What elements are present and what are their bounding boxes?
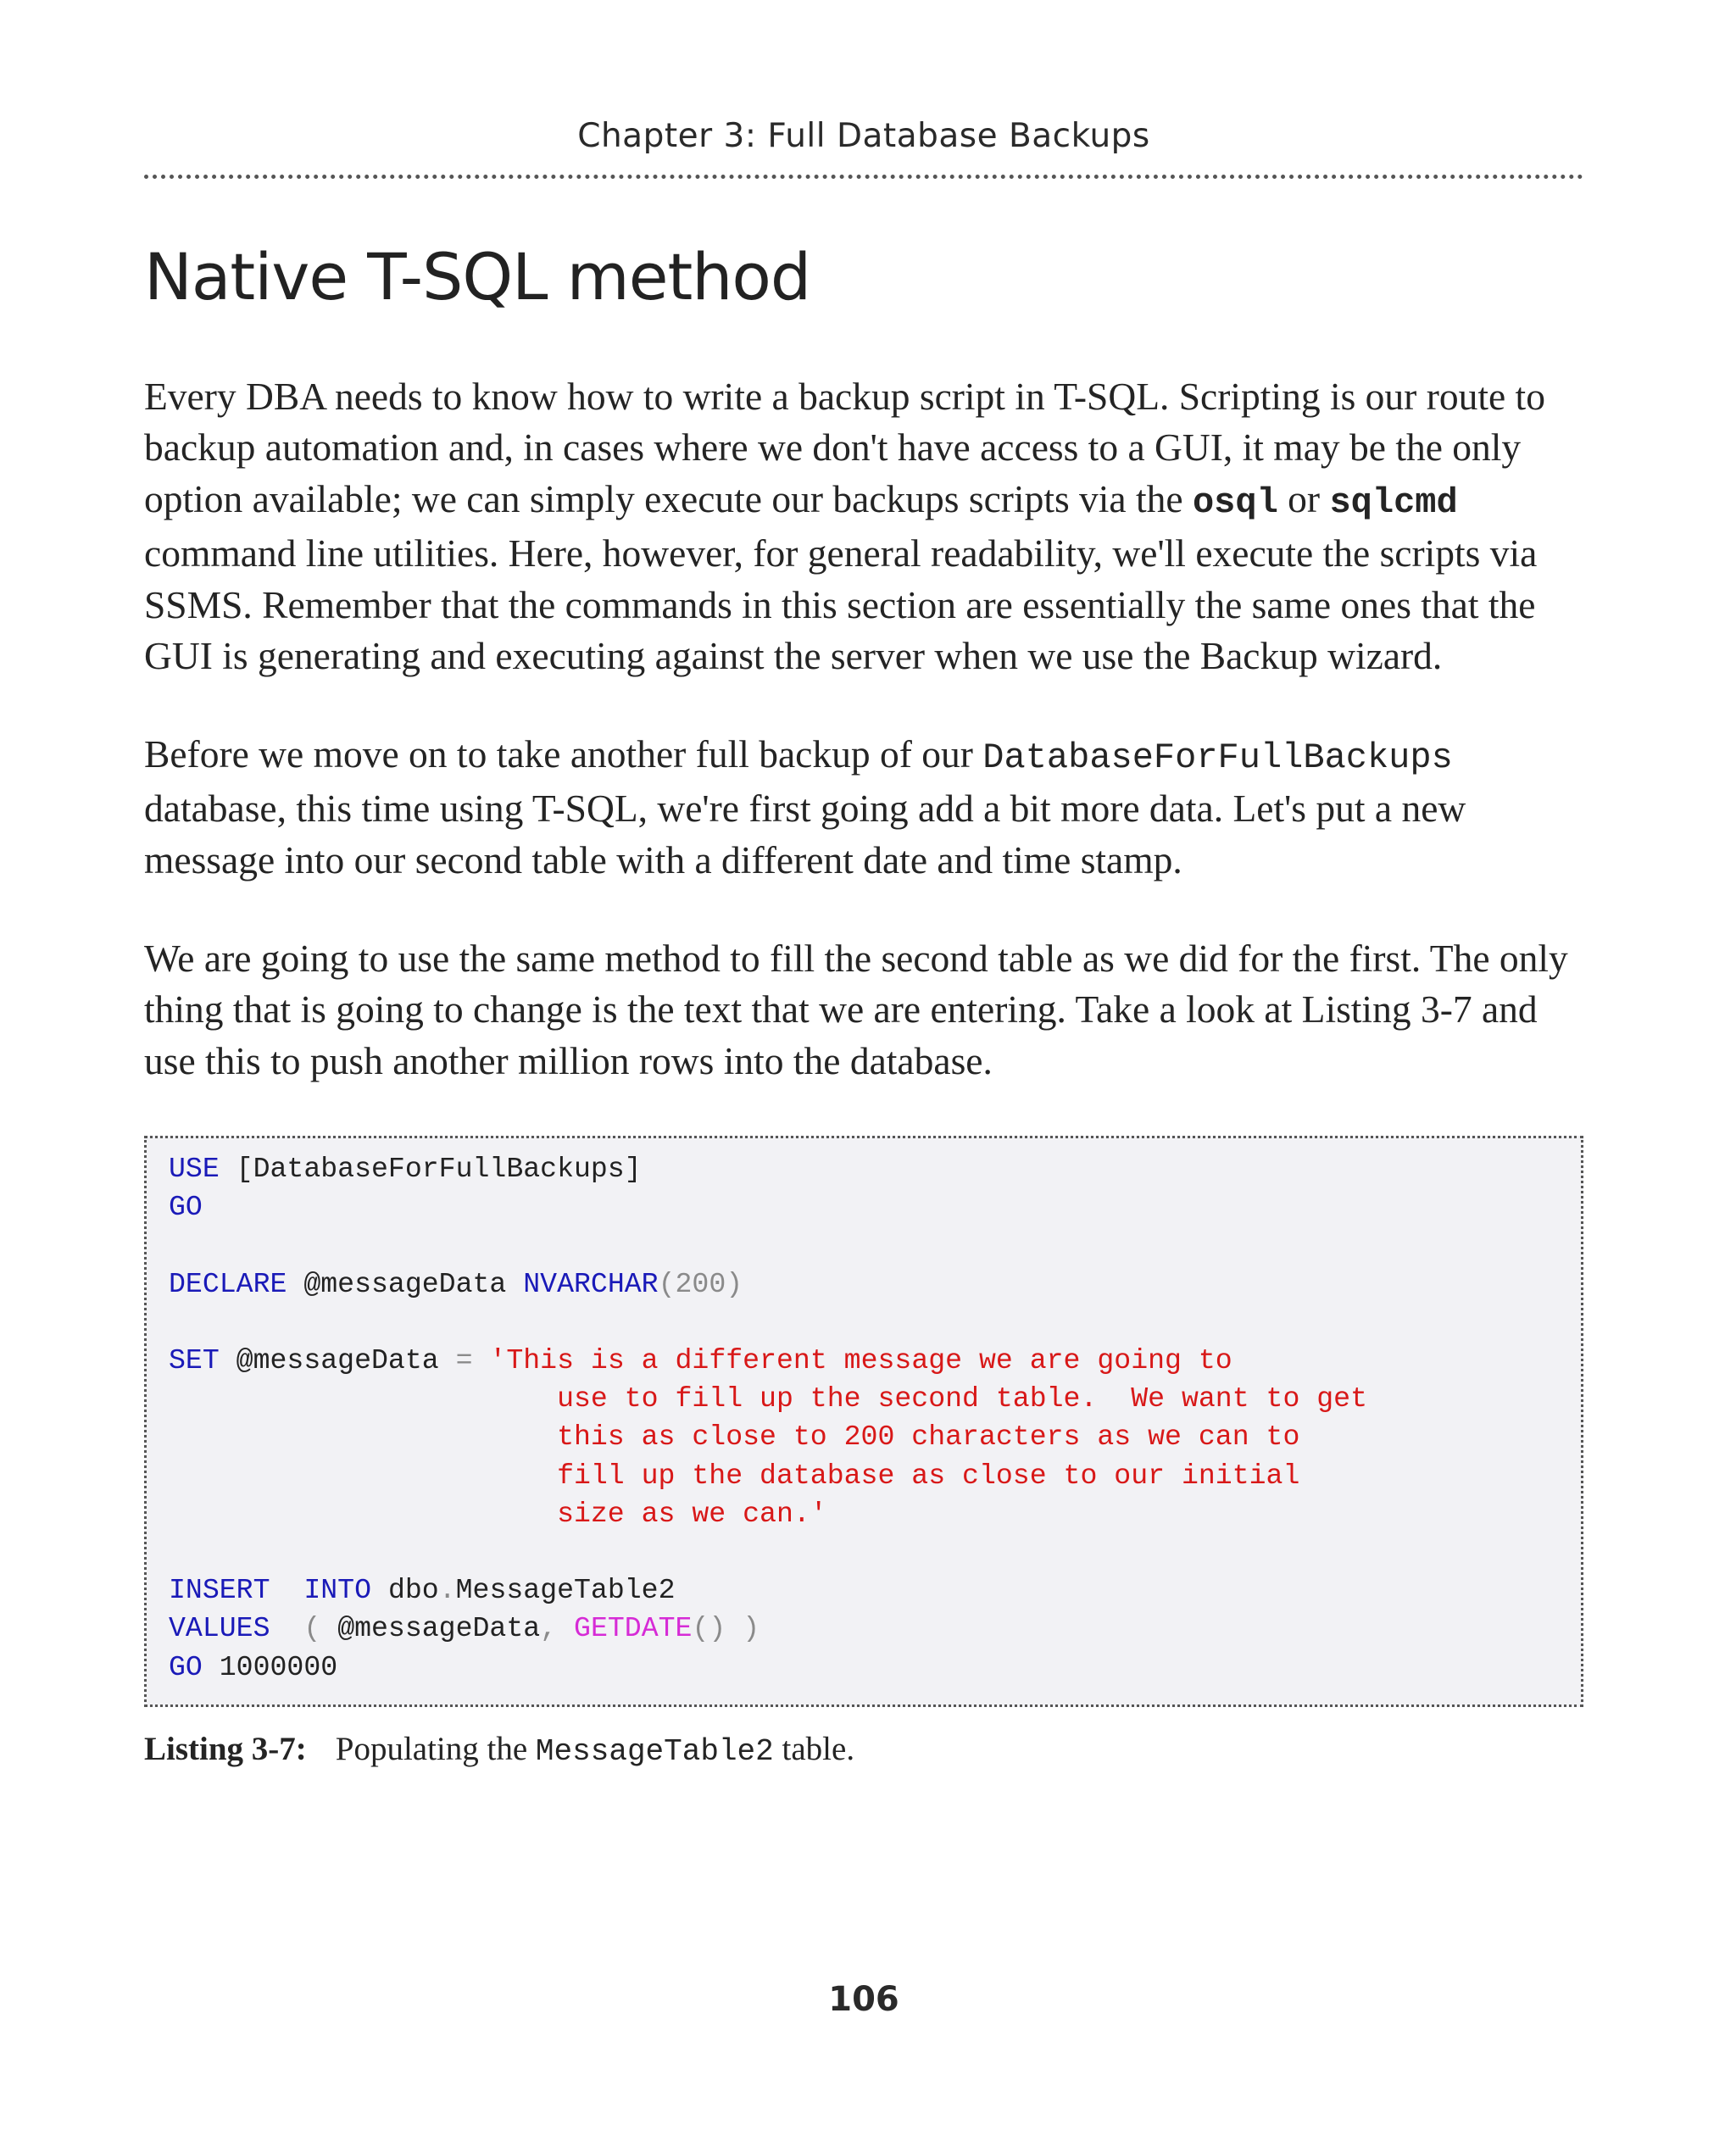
set-var: @messageData xyxy=(219,1344,456,1377)
code-database-name: DatabaseForFullBackups xyxy=(982,737,1453,778)
kw-values: VALUES xyxy=(169,1612,270,1645)
string-line-3: this as close to 200 characters as we can to xyxy=(557,1421,1300,1454)
paragraph-1 xyxy=(144,371,1583,681)
code-listing-box xyxy=(144,1136,1583,1707)
paragraph-3: We are going to use the same method to fill the second table as we did for the first. The only thing that is going to change is the text that we are entering. Take a look at Listing 3-7 and use this to push another million rows into the database. xyxy=(144,937,1568,1082)
table-name: MessageTable2 xyxy=(455,1574,676,1607)
kw-declare: DECLARE xyxy=(169,1267,287,1300)
header-dotted-rule xyxy=(144,175,1583,179)
values-open-paren: ( xyxy=(303,1612,338,1645)
kw-into: INTO xyxy=(303,1574,372,1607)
caption-text-a: Populating the xyxy=(335,1731,536,1767)
kw-nvarchar: NVARCHAR xyxy=(523,1267,659,1300)
caption-label: Listing 3-7: xyxy=(144,1731,307,1767)
values-close-paren: () ) xyxy=(692,1612,760,1645)
string-line-4: fill up the database as close to our initial xyxy=(557,1459,1300,1492)
declare-var: @messageData xyxy=(287,1267,524,1300)
nvarchar-args: (200) xyxy=(658,1267,743,1300)
kw-go-final: GO xyxy=(169,1650,203,1683)
kw-use: USE xyxy=(169,1153,220,1185)
paragraph-2-text-b: database, this time using T-SQL, we're first going add a bit more data. Let's put a new message into our second table with a different date and time stamp. xyxy=(144,787,1466,881)
kw-go: GO xyxy=(169,1191,203,1224)
code-sqlcmd: sqlcmd xyxy=(1329,481,1458,523)
paragraph-1-text-b: or xyxy=(1277,476,1330,520)
string-line-1: 'This is a different message we are going to xyxy=(489,1344,1232,1377)
code-listing xyxy=(169,1150,1367,1687)
go-count: 1000000 xyxy=(202,1650,338,1683)
values-comma: , xyxy=(540,1612,575,1645)
code-osql: osql xyxy=(1192,481,1278,523)
kw-set: SET xyxy=(169,1344,220,1377)
section-title: Native T-SQL method xyxy=(144,239,811,314)
fn-getdate: GETDATE xyxy=(574,1612,693,1645)
caption-code: MessageTable2 xyxy=(535,1734,774,1769)
caption-text-b: table. xyxy=(773,1731,855,1767)
kw-insert: INSERT xyxy=(169,1574,270,1607)
paragraph-1-text-a: Every DBA needs to know how to write a backup script in T-SQL. Scripting is our route to backup automation and, in cases where we don't have access to a GUI, it may be the only option available; we can simply execute our backups scripts via the xyxy=(144,375,1545,520)
running-head: Chapter 3: Full Database Backups xyxy=(577,117,1150,155)
string-line-2: use to fill up the second table. We want to get xyxy=(557,1382,1368,1415)
table-schema: dbo xyxy=(387,1574,439,1607)
paragraph-1-text-c: command line utilities. Here, however, for general readability, we'll execute the scripts via SSMS. Remember that the commands in this section are essentially the same ones that the GUI is generating and executing against the server when we use the Backup wizard. xyxy=(144,531,1538,678)
paragraph-2-text-a: Before we move on to take another full backup of our xyxy=(144,732,983,776)
document-page xyxy=(144,0,1583,2141)
values-var: @messageData xyxy=(337,1612,541,1645)
equals-sign: = xyxy=(455,1344,473,1377)
schema-dot: . xyxy=(438,1574,456,1607)
listing-caption xyxy=(144,1730,854,1769)
page-number: 106 xyxy=(828,1980,899,2019)
paragraph-2 xyxy=(144,729,1583,886)
string-line-5: size as we can.' xyxy=(557,1497,827,1530)
use-target: [DatabaseForFullBackups] xyxy=(219,1153,642,1185)
